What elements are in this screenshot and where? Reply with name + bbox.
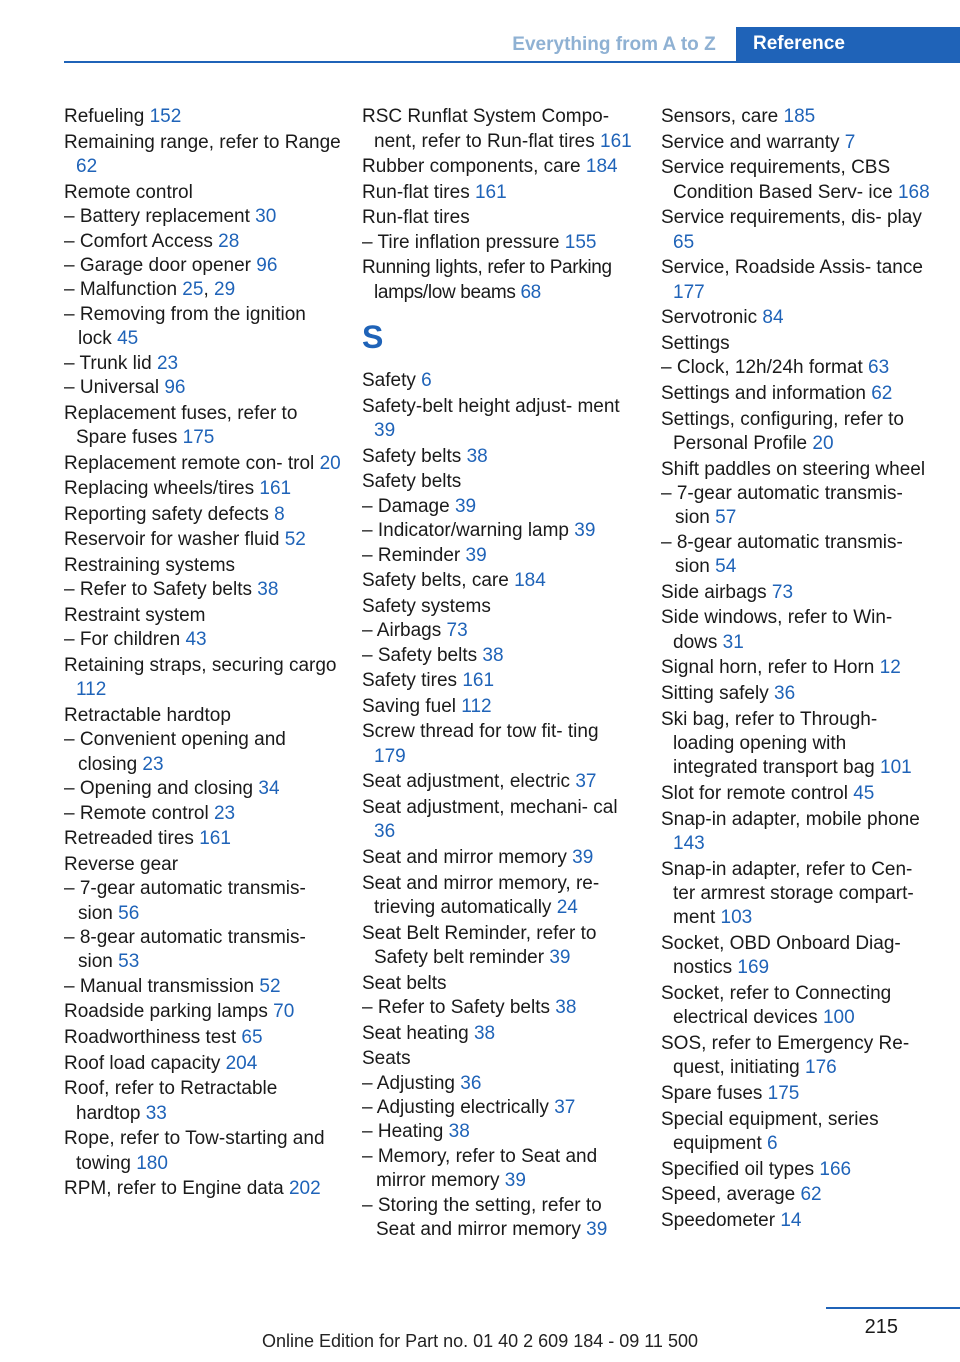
page-reference-link[interactable]: 25 xyxy=(182,279,204,301)
index-term: Socket, OBD Onboard Diag- nostics xyxy=(661,932,901,979)
index-subentry xyxy=(64,926,344,975)
index-entry xyxy=(661,932,936,981)
index-entry xyxy=(661,606,936,655)
index-term: – Comfort Access xyxy=(64,230,219,252)
index-entry xyxy=(661,1158,936,1182)
index-term: Side windows, refer to Win- dows xyxy=(661,607,893,653)
index-entry xyxy=(661,256,936,305)
index-subentry xyxy=(661,482,936,531)
index-term: Ski bag, refer to Through- loading opening with integrated transport bag xyxy=(661,708,881,779)
index-subentry xyxy=(64,777,344,801)
page-reference-link[interactable]: 39 xyxy=(572,846,594,868)
page-reference-link[interactable]: 39 xyxy=(454,495,477,517)
index-term: Rubber components, care xyxy=(362,156,586,178)
page-reference-link[interactable]: 54 xyxy=(715,556,737,578)
index-term: Refueling xyxy=(64,106,150,128)
index-term: – Remote control xyxy=(64,802,214,824)
index-entry xyxy=(64,477,344,501)
index-term: Retractable hardtop xyxy=(64,705,231,726)
page-reference-link[interactable]: 43 xyxy=(185,629,207,651)
index-term: Snap-in adapter, refer to Cen- ter armrest storage compart- ment xyxy=(661,858,914,929)
index-term: Slot for remote control xyxy=(661,782,854,804)
page-reference-link[interactable]: 73 xyxy=(446,620,468,642)
page-reference-link[interactable]: 166 xyxy=(819,1158,852,1180)
page-reference-link[interactable]: 38 xyxy=(473,1022,496,1044)
index-entry xyxy=(661,458,936,482)
page-reference-link[interactable]: 38 xyxy=(466,445,488,467)
page-reference-link[interactable]: 161 xyxy=(474,181,507,203)
index-entry xyxy=(661,156,936,205)
page-reference-link[interactable]: 45 xyxy=(117,328,139,350)
page-reference-link[interactable]: 37 xyxy=(554,1096,576,1118)
index-term: Roadside parking lamps xyxy=(64,1001,274,1023)
index-term: – 8-gear automatic transmis- sion xyxy=(661,531,903,578)
index-entry xyxy=(661,1183,936,1207)
page-reference-link[interactable]: 20 xyxy=(319,452,341,474)
page-reference-link[interactable]: 39 xyxy=(465,544,487,566)
index-term: – Removing from the ignition lock xyxy=(64,303,306,350)
page-reference-link[interactable]: 39 xyxy=(586,1219,608,1240)
index-term: Special equipment, series equipment xyxy=(661,1108,879,1154)
index-entry xyxy=(64,1127,344,1176)
index-term: Service and warranty xyxy=(661,131,845,153)
index-term: Settings, configuring, refer to Personal Profile xyxy=(661,408,904,454)
footer-edition-text: Online Edition for Part no. 01 40 2 609 184 - 09 11 500 xyxy=(262,1331,698,1351)
index-term: Socket, refer to Connecting electrical devices xyxy=(661,982,892,1029)
index-column-3 xyxy=(661,104,936,1233)
index-entry xyxy=(362,972,634,996)
page-reference-link[interactable]: 184 xyxy=(585,156,618,178)
page-reference-link[interactable]: 63 xyxy=(868,357,890,379)
index-subentry xyxy=(362,1120,634,1144)
index-term: Saving fuel xyxy=(362,695,462,717)
index-entry xyxy=(362,770,634,794)
index-term: Roof load capacity xyxy=(64,1052,226,1074)
page-reference-link[interactable]: 62 xyxy=(800,1184,822,1206)
index-entry xyxy=(661,1209,936,1233)
index-term: Remaining range, refer to Range xyxy=(64,131,341,153)
index-subentry xyxy=(64,254,344,278)
index-subentry xyxy=(64,802,344,826)
index-entry xyxy=(362,695,634,719)
index-subentry xyxy=(661,531,936,580)
page-number: 215 xyxy=(864,1316,898,1338)
index-term: Restraint system xyxy=(64,605,206,626)
page-reference-link[interactable]: 202 xyxy=(288,1178,321,1200)
page-reference-link[interactable]: 20 xyxy=(812,432,834,454)
index-term: Side airbags xyxy=(661,581,772,603)
index-term: RPM, refer to Engine data xyxy=(64,1178,289,1200)
index-term: Servotronic xyxy=(661,307,763,329)
page-reference-link[interactable]: 68 xyxy=(520,281,541,303)
index-term: Safety belts xyxy=(362,471,462,493)
index-entry xyxy=(661,656,936,680)
index-term: Spare fuses xyxy=(661,1082,768,1104)
index-term: – 7-gear automatic transmis- sion xyxy=(661,482,903,529)
index-subentry xyxy=(64,303,344,352)
index-subentry xyxy=(64,877,344,926)
page-reference-link[interactable]: 39 xyxy=(504,1170,526,1192)
page-reference-link[interactable]: 36 xyxy=(374,821,396,843)
index-subentry xyxy=(362,495,634,519)
index-term: Signal horn, refer to Horn xyxy=(661,657,880,679)
index-entry xyxy=(362,872,634,921)
index-term: – Universal xyxy=(64,377,165,399)
index-entry xyxy=(362,105,634,154)
index-term: Safety belts, care xyxy=(362,570,515,592)
page-reference-link[interactable]: 73 xyxy=(771,581,794,603)
index-column-2 xyxy=(362,104,634,1242)
page-reference-link[interactable]: 161 xyxy=(600,130,632,152)
index-term: Screw thread for tow fit- ting xyxy=(362,721,599,743)
index-subentry xyxy=(362,1145,634,1194)
index-term: Retreaded tires xyxy=(64,828,200,850)
index-term: – Manual transmission xyxy=(64,975,260,997)
index-entry xyxy=(362,1047,634,1071)
index-subentry xyxy=(362,1194,634,1243)
tab-reference[interactable]: Reference xyxy=(736,27,960,61)
page-reference-link[interactable]: 23 xyxy=(156,352,179,374)
page-reference-link[interactable]: 37 xyxy=(575,771,597,793)
index-term: – Battery replacement xyxy=(64,206,256,228)
index-entry xyxy=(64,1077,344,1126)
index-term: Reporting safety defects xyxy=(64,503,275,525)
index-term: – Adjusting electrically xyxy=(362,1096,555,1118)
index-subentry xyxy=(64,975,344,999)
page-reference-link[interactable]: 28 xyxy=(218,230,240,252)
index-term: Service requirements, dis- play xyxy=(661,207,922,229)
index-term: – Tire inflation pressure xyxy=(362,231,565,253)
page-reference-link[interactable]: 112 xyxy=(76,679,107,701)
index-term: Reservoir for washer fluid xyxy=(64,529,285,551)
index-entry xyxy=(64,1052,344,1076)
index-term: RSC Runflat System Compo- nent, refer to Run-flat tires xyxy=(362,106,610,152)
index-term: Service, Roadside Assis- tance xyxy=(661,257,923,279)
page-reference-link[interactable]: 30 xyxy=(255,206,277,228)
index-subentry xyxy=(64,628,344,652)
page-reference-link[interactable]: 6 xyxy=(767,1132,778,1154)
page-reference-link[interactable]: 175 xyxy=(182,427,215,449)
index-entry xyxy=(661,581,936,605)
page-reference-link[interactable]: 62 xyxy=(871,382,893,404)
index-entry xyxy=(64,1177,344,1201)
page-reference-link[interactable]: 143 xyxy=(673,832,705,854)
index-entry xyxy=(661,206,936,255)
index-entry xyxy=(362,669,634,693)
page-reference-link[interactable]: 39 xyxy=(374,420,396,442)
index-term: – Trunk lid xyxy=(64,352,157,374)
index-term: – For children xyxy=(64,629,186,651)
index-entry xyxy=(661,808,936,857)
index-term: – Heating xyxy=(362,1121,449,1143)
page-reference-link[interactable]: 161 xyxy=(199,828,231,850)
page-reference-link[interactable]: 38 xyxy=(257,579,279,601)
index-term: Replacement fuses, refer to Spare fuses xyxy=(64,402,298,449)
page-reference-link[interactable]: 103 xyxy=(720,907,753,929)
index-term: – Adjusting xyxy=(362,1072,461,1094)
index-term: – Indicator/warning lamp xyxy=(362,520,575,542)
page-reference-link[interactable]: 185 xyxy=(783,106,816,128)
index-subentry xyxy=(64,352,344,376)
page-reference-link[interactable]: 57 xyxy=(715,507,737,529)
index-term: – Opening and closing xyxy=(64,778,259,800)
index-entry xyxy=(661,782,936,806)
page-reference-link[interactable]: 180 xyxy=(136,1152,168,1174)
index-entry xyxy=(362,256,634,305)
index-subentry xyxy=(362,1072,634,1096)
index-term: Snap-in adapter, mobile phone xyxy=(661,808,920,830)
index-entry xyxy=(362,369,634,393)
index-term: – Garage door opener xyxy=(64,255,257,276)
index-term: Retaining straps, securing cargo xyxy=(64,655,337,676)
index-term: Run-flat tires xyxy=(362,207,470,229)
index-term: Roof, refer to Retractable hardtop xyxy=(64,1078,278,1124)
index-entry xyxy=(64,503,344,527)
page-reference-link[interactable]: 52 xyxy=(284,529,306,551)
page-reference-link[interactable]: 112 xyxy=(461,695,492,717)
index-term: Speedometer xyxy=(661,1209,781,1231)
index-entry xyxy=(661,382,936,406)
index-term: Replacing wheels/tires xyxy=(64,478,260,500)
index-entry xyxy=(362,922,634,971)
index-entry xyxy=(661,332,936,356)
index-subentry xyxy=(362,644,634,668)
index-entry xyxy=(362,181,634,205)
index-entry xyxy=(64,452,344,476)
index-entry xyxy=(661,105,936,129)
page-reference-link[interactable]: 84 xyxy=(762,307,784,329)
page-reference-link[interactable]: 38 xyxy=(448,1121,470,1143)
index-term: Speed, average xyxy=(661,1184,801,1206)
page-reference-link[interactable]: 12 xyxy=(879,657,901,679)
index-subentry xyxy=(362,619,634,643)
index-term: Shift paddles on steering wheel xyxy=(661,458,926,480)
index-term: – Memory, refer to Seat and mirror memory xyxy=(362,1145,598,1192)
index-entry xyxy=(64,554,344,578)
index-entry xyxy=(362,569,634,593)
index-term: Seats xyxy=(362,1048,411,1070)
header-section-title: Everything from A to Z xyxy=(512,34,716,55)
index-term: – Damage xyxy=(362,495,455,517)
index-entry xyxy=(661,1082,936,1106)
page-reference-link[interactable]: 39 xyxy=(574,520,596,542)
index-term: Seat and mirror memory xyxy=(362,846,573,868)
index-subentry xyxy=(64,578,344,602)
index-term: Service requirements, CBS Condition Based Serv- ice xyxy=(661,157,898,203)
page-reference-link[interactable]: 56 xyxy=(118,902,140,924)
page-reference-link[interactable]: 53 xyxy=(118,951,140,973)
index-term: Rope, refer to Tow-starting and towing xyxy=(64,1128,325,1174)
index-entry xyxy=(661,306,936,330)
index-term: Settings xyxy=(661,332,730,354)
index-subentry xyxy=(64,278,344,302)
index-term: Sitting safely xyxy=(661,682,774,704)
index-entry xyxy=(362,155,634,179)
page-reference-link[interactable]: 152 xyxy=(149,106,182,128)
index-term: Running lights, refer to Parking lamps/low beams xyxy=(362,257,612,303)
index-term: Seat and mirror memory, re- trieving automatically xyxy=(362,872,600,918)
index-term: Seat Belt Reminder, refer to Safety belt reminder xyxy=(362,922,597,968)
index-subentry xyxy=(64,728,344,777)
index-entry xyxy=(661,682,936,706)
page-reference-link[interactable]: 24 xyxy=(556,896,578,918)
index-entry xyxy=(661,1108,936,1157)
index-entry xyxy=(661,1032,936,1081)
index-term: Seat heating xyxy=(362,1022,474,1044)
page-reference-link[interactable]: 29 xyxy=(214,279,236,301)
index-column-1 xyxy=(64,104,344,1202)
index-entry xyxy=(661,408,936,457)
page-reference-link[interactable]: 8 xyxy=(274,503,285,525)
page-reference-link[interactable]: 169 xyxy=(737,957,770,979)
index-entry xyxy=(362,445,634,469)
page-reference-link[interactable]: 96 xyxy=(256,255,278,276)
page-reference-link[interactable]: 14 xyxy=(780,1209,802,1231)
index-term: – Airbags xyxy=(362,620,447,642)
page-reference-link[interactable]: 6 xyxy=(421,370,432,392)
index-term: Replacement remote con- trol xyxy=(64,452,320,474)
index-entry xyxy=(362,720,634,769)
page-reference-link[interactable]: 179 xyxy=(374,745,406,767)
page-reference-link[interactable]: 70 xyxy=(273,1001,295,1023)
index-term: – Clock, 12h/24h format xyxy=(661,357,868,379)
page-reference-link[interactable]: 65 xyxy=(673,231,695,253)
index-term: Seat adjustment, electric xyxy=(362,771,576,793)
index-entry xyxy=(362,796,634,845)
index-term: SOS, refer to Emergency Re- quest, initiating xyxy=(661,1032,910,1079)
index-subentry xyxy=(362,1096,634,1120)
page-reference-link[interactable]: 23 xyxy=(142,753,164,775)
index-term: – 7-gear automatic transmis- sion xyxy=(64,878,306,924)
page-reference-link[interactable]: 204 xyxy=(225,1052,258,1074)
page-reference-link[interactable]: 36 xyxy=(460,1072,482,1094)
index-entry xyxy=(64,704,344,728)
page-reference-link[interactable]: 39 xyxy=(549,946,571,968)
page-reference-link[interactable]: 38 xyxy=(482,644,504,666)
index-entry xyxy=(64,654,344,703)
page-reference-link[interactable]: 100 xyxy=(822,1007,855,1029)
index-term: Reverse gear xyxy=(64,853,179,875)
index-term: Specified oil types xyxy=(661,1158,820,1180)
index-entry xyxy=(362,470,634,494)
footer-divider xyxy=(826,1307,960,1309)
index-term: Remote control xyxy=(64,181,193,203)
index-term: – Reminder xyxy=(362,544,466,566)
index-entry xyxy=(362,395,634,444)
index-term: – Storing the setting, refer to Seat and mirror memory xyxy=(362,1194,602,1240)
page-reference-link[interactable]: 155 xyxy=(564,231,597,253)
page-reference-link[interactable]: 168 xyxy=(897,181,930,203)
page-reference-link[interactable]: 101 xyxy=(880,757,912,779)
page-reference-link[interactable]: 161 xyxy=(259,478,292,500)
index-entry xyxy=(661,982,936,1031)
index-term: Roadworthiness test xyxy=(64,1027,242,1049)
index-entry xyxy=(362,595,634,619)
page-reference-link[interactable]: 62 xyxy=(76,156,98,178)
index-subentry xyxy=(64,376,344,400)
header-divider xyxy=(64,61,960,63)
index-subentry xyxy=(64,230,344,254)
page-reference-link[interactable]: 52 xyxy=(259,975,281,997)
index-term: Safety systems xyxy=(362,595,491,617)
index-subentry xyxy=(661,356,936,380)
index-term: – Refer to Safety belts xyxy=(64,579,258,601)
page-reference-link[interactable]: 23 xyxy=(213,802,236,824)
index-term: Safety-belt height adjust- ment xyxy=(362,395,620,417)
index-entry xyxy=(64,1000,344,1024)
index-term: Safety xyxy=(362,370,422,392)
page-reference-link[interactable]: 33 xyxy=(145,1102,167,1124)
page-reference-link[interactable]: 36 xyxy=(774,682,796,704)
index-section-letter: S xyxy=(362,319,384,356)
index-term: – Convenient opening and closing xyxy=(64,729,286,775)
index-term: Settings and information xyxy=(661,382,872,404)
index-subentry xyxy=(362,996,634,1020)
index-term: Seat adjustment, mechani- cal xyxy=(362,796,618,818)
index-entry xyxy=(64,853,344,877)
index-subentry xyxy=(362,231,634,255)
index-term: Seat belts xyxy=(362,972,447,994)
index-term: Sensors, care xyxy=(661,106,784,128)
page-reference-link[interactable]: 34 xyxy=(258,778,280,800)
index-entry xyxy=(64,1026,344,1050)
index-term: – Malfunction xyxy=(64,279,183,301)
page-reference-link[interactable]: 7 xyxy=(844,131,856,153)
index-entry xyxy=(64,131,344,180)
index-term: Run-flat tires xyxy=(362,181,475,203)
page-reference-link[interactable]: 31 xyxy=(722,631,744,653)
index-entry xyxy=(661,858,936,931)
page-reference-link[interactable]: 175 xyxy=(767,1082,800,1104)
index-entry xyxy=(661,708,936,781)
index-term: Restraining systems xyxy=(64,555,236,576)
index-entry xyxy=(661,131,936,155)
index-entry xyxy=(362,846,634,870)
index-term: – Refer to Safety belts xyxy=(362,996,556,1018)
index-entry xyxy=(362,1022,634,1046)
index-entry xyxy=(64,827,344,851)
page-reference-link[interactable]: 96 xyxy=(164,377,186,399)
index-entry xyxy=(64,181,344,205)
index-term: – 8-gear automatic transmis- sion xyxy=(64,927,306,973)
page-ref-separator: , xyxy=(203,279,214,301)
index-subentry xyxy=(64,205,344,229)
page-reference-link[interactable]: 65 xyxy=(241,1027,263,1049)
index-subentry xyxy=(362,544,634,568)
page-reference-link[interactable]: 177 xyxy=(673,281,705,303)
page-reference-link[interactable]: 38 xyxy=(555,996,577,1018)
page-reference-link[interactable]: 45 xyxy=(853,782,875,804)
index-term: Safety tires xyxy=(362,670,463,692)
index-term: Safety belts xyxy=(362,445,467,467)
index-entry xyxy=(64,604,344,628)
index-entry xyxy=(362,206,634,230)
index-entry xyxy=(64,402,344,451)
page-reference-link[interactable]: 176 xyxy=(805,1057,837,1079)
index-entry xyxy=(64,105,344,129)
index-entry xyxy=(64,528,344,552)
page-reference-link[interactable]: 184 xyxy=(514,570,546,592)
index-term: – Safety belts xyxy=(362,644,483,666)
page-reference-link[interactable]: 161 xyxy=(462,670,495,692)
index-subentry xyxy=(362,519,634,543)
